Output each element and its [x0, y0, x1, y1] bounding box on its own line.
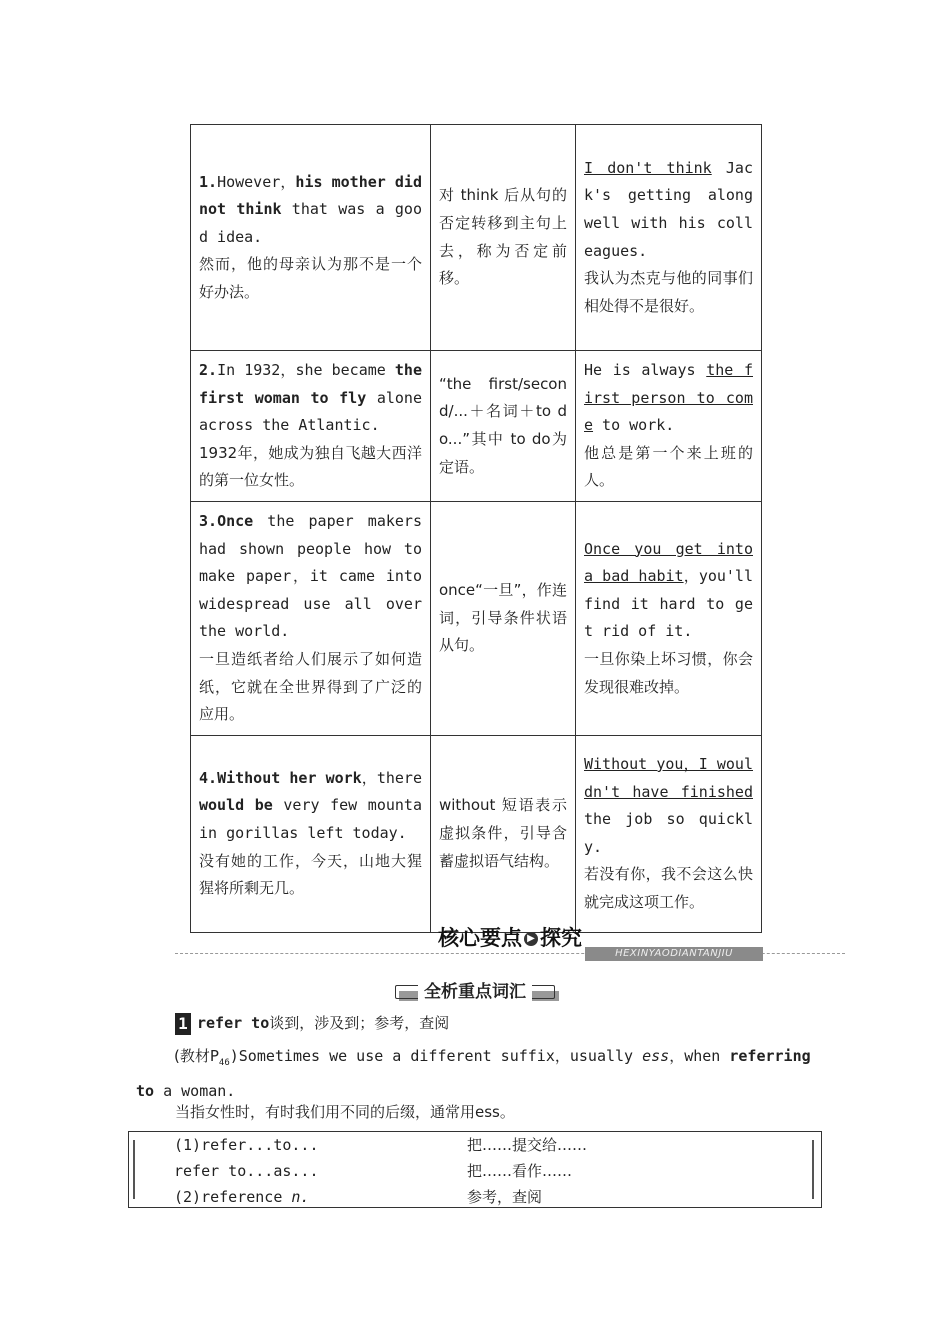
- phrase-english: refer to...as...: [174, 1162, 319, 1180]
- example-italic: ess: [642, 1047, 670, 1065]
- table-row: [191, 501, 762, 735]
- key-structure: Without her work: [217, 768, 362, 787]
- example-paragraph: [136, 1042, 826, 1105]
- section-banner: [175, 922, 845, 962]
- subheading: [395, 977, 555, 1001]
- item-number: 4.: [199, 768, 218, 787]
- example-text: ，when: [669, 1047, 730, 1065]
- textbook-source: (教材P: [174, 1047, 219, 1065]
- phrase-chinese: 参考，查阅: [467, 1188, 543, 1206]
- sentence-text: However，: [217, 172, 296, 191]
- example-sentence-cell: [191, 125, 431, 351]
- example-sentence-cell: [191, 735, 431, 932]
- translation: 一旦你染上坏习惯，你会发现很难改掉。: [584, 649, 753, 696]
- sentence-text: to work.: [593, 416, 675, 435]
- phrase-english: [174, 1184, 309, 1210]
- example-sentence-cell: [191, 351, 431, 502]
- arrow-right-icon: ▶: [524, 932, 538, 946]
- imitation-cell: [576, 501, 762, 735]
- explanation-cell: once“一旦”，作连词，引导条件状语从句。: [431, 501, 576, 735]
- example-sentence-cell: [191, 501, 431, 735]
- sentence-text: very few mountain gorillas left today.: [199, 796, 422, 842]
- sentence-text: ，there: [361, 768, 422, 787]
- translation: 1932年，她成为独自飞越大西洋的第一位女性。: [199, 443, 422, 490]
- imitation-cell: [576, 735, 762, 932]
- translation: 一旦造纸者给人们展示了如何造纸，它就在全世界得到了广泛的应用。: [199, 649, 422, 724]
- sentence-text: that was a good idea.: [199, 200, 422, 246]
- phrase-english-text: (2)reference: [174, 1188, 292, 1206]
- vocab-number-badge: 1: [175, 1013, 191, 1035]
- table-row: [191, 351, 762, 502]
- vocab-meaning: 谈到，涉及到；参考，查阅: [269, 1014, 450, 1032]
- sentence-text: He is always: [584, 361, 707, 379]
- example-keyword: referring to: [136, 1047, 811, 1100]
- sentence-text: Jack's getting along well with his colleagues.: [584, 158, 753, 260]
- translation: 我认为杰克与他的同事们相处得不是很好。: [584, 269, 753, 315]
- example-text: )Sometimes we use a different suffix，usually: [229, 1047, 643, 1065]
- explanation-cell: “the first/second/...＋名词＋to do...”其中 to do为定语。: [431, 351, 576, 502]
- example-text: a woman.: [154, 1082, 236, 1100]
- translation: 他总是第一个来上班的人。: [584, 443, 753, 490]
- table-row: [191, 735, 762, 932]
- sentence-text: In 1932，she became: [217, 361, 395, 379]
- sentence-text: ，you'll find it hard to get rid of it.: [584, 567, 753, 641]
- translation: 若没有你，我不会这么快就完成这项工作。: [584, 865, 753, 911]
- phrase-chinese: 把……提交给……: [467, 1136, 588, 1154]
- underlined-answer: Without you，I wouldn't have finished: [584, 754, 753, 801]
- section-title-part: 探究: [540, 926, 582, 950]
- underlined-answer: I don't think: [584, 158, 712, 177]
- underlined-answer: the first person to come: [584, 361, 753, 435]
- phrase-row: [129, 1158, 821, 1184]
- underlined-answer: Once you get into a bad habit: [584, 539, 753, 586]
- imitation-cell: [576, 351, 762, 502]
- phrase-english: (1)refer...to...: [174, 1136, 319, 1154]
- phrase-row: [129, 1132, 821, 1158]
- subheading-text: 全析重点词汇: [418, 982, 532, 1002]
- translation: 然而，他的母亲认为那不是一个好办法。: [199, 255, 422, 301]
- grammar-table: [190, 124, 762, 933]
- explanation-cell: 对 think 后从句的否定转移到主句上去，称为否定前移。: [431, 125, 576, 351]
- vocab-word: refer to: [197, 1014, 270, 1032]
- vocab-heading: [175, 1012, 449, 1035]
- section-subtitle: HEXINYAODIANTANJIU: [585, 947, 763, 961]
- phrase-chinese: 把……看作……: [467, 1162, 573, 1180]
- example-translation: 当指女性时，有时我们用不同的后缀，通常用ess。: [175, 1103, 515, 1121]
- key-structure: his mother did not think: [199, 172, 422, 219]
- item-number: 2.: [199, 361, 218, 379]
- item-number: 3.: [199, 511, 218, 530]
- sentence-text: alone across the Atlantic.: [199, 388, 422, 435]
- translation: 没有她的工作，今天，山地大猩猩将所剩无几。: [199, 851, 422, 898]
- part-of-speech: n.: [291, 1188, 310, 1206]
- key-structure: Once: [217, 511, 254, 530]
- key-structure: the first woman to fly: [199, 361, 422, 407]
- imitation-cell: [576, 125, 762, 351]
- sentence-text: the paper makers had shown people how to make paper，it came into widespread use all over the world.: [199, 511, 422, 641]
- section-title-part: 核心要点: [438, 926, 522, 950]
- table-row: [191, 125, 762, 351]
- key-structure: would be: [199, 796, 273, 815]
- phrase-row: [129, 1184, 821, 1210]
- item-number: 1.: [199, 172, 218, 191]
- explanation-cell: without 短语表示虚拟条件，引导含蓄虚拟语气结构。: [431, 735, 576, 932]
- sentence-text: the job so quickly.: [584, 810, 753, 856]
- textbook-page: 46: [218, 1058, 230, 1068]
- phrase-table: [128, 1131, 822, 1208]
